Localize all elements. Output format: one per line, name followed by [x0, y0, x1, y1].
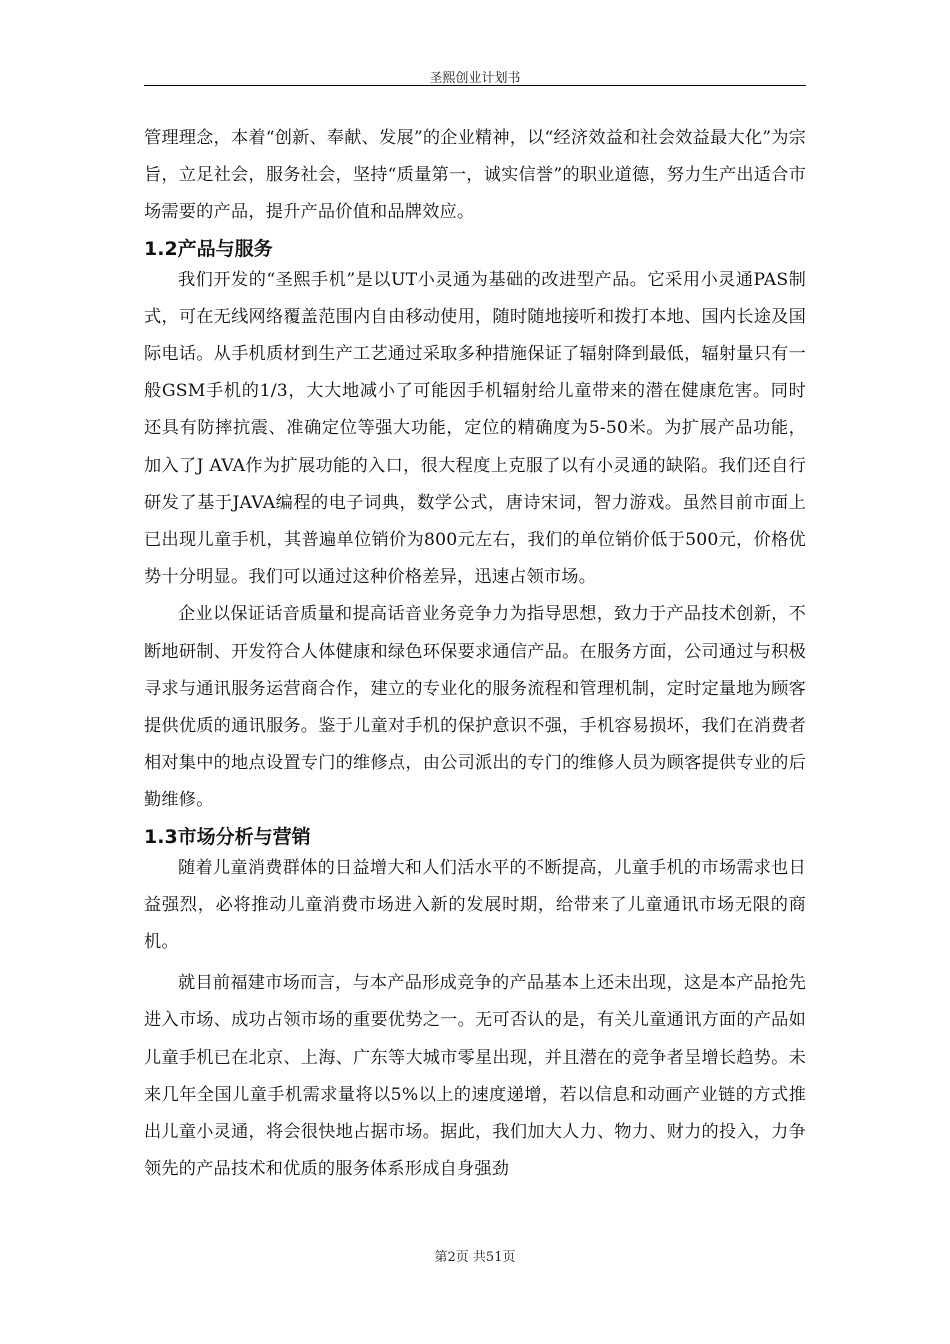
- section-1-2-paragraph-2: 企业以保证话音质量和提高话音业务竞争力为指导思想，致力于产品技术创新，不断地研制、开发符合人体健康和绿色环保要求通信产品。在服务方面，公司通过与积极寻求与通讯服务运营商合作，建立的专业化的服务流程和管理机制，定时定量地为顾客提供优质的通讯服务。鉴于儿童对手机的保护意识不强，手机容易损坏，我们在消费者相对集中的地点设置专门的维修点，由公司派出的专门的维修人员为顾客提供专业的后勤维修。: [144, 604, 806, 811]
- section-heading-1-3: 1.3市场分析与营销: [144, 825, 311, 848]
- page-body: [144, 120, 806, 1188]
- page-header-title: 圣熙创业计划书: [429, 71, 521, 86]
- intro-paragraph: 管理理念，本着“创新、奉献、发展”的企业精神，以“经济效益和社会效益最大化”为宗旨，立足社会，服务社会，坚持“质量第一，诚实信誉”的职业道德，努力生产出适合市场需要的产品，提升产品价值和品牌效应。: [144, 128, 806, 223]
- section-1-3-paragraph-1: 随着儿童消费群体的日益增大和人们活水平的不断提高，儿童手机的市场需求也日益强烈，必将推动儿童消费市场进入新的发展时期，给带来了儿童通讯市场无限的商机。: [144, 857, 806, 953]
- section-heading-1-2: 1.2产品与服务: [144, 237, 273, 260]
- page-footer-number: 第2页 共51页: [434, 1250, 516, 1265]
- section-1-3-paragraph-2: 就目前福建市场而言，与本产品形成竞争的产品基本上还未出现，这是本产品抢先进入市场、成功占领市场的重要优势之一。无可否认的是，有关儿童通讯方面的产品如儿童手机已在北京、上海、广东等大城市零星出现，并且潜在的竞争者呈增长趋势。未来几年全国儿童手机需求量将以5%以上的速度递增，若以信息和动画产业链的方式推出儿童小灵通，将会很快地占据市场。据此，我们加大人力、物力、财力的投入，力争领先的产品技术和优质的服务体系形成自身强劲: [144, 973, 806, 1180]
- section-1-2-paragraph-1: 我们开发的“圣熙手机”是以UT小灵通为基础的改进型产品。它采用小灵通PAS制式，可在无线网络覆盖范围内自由移动使用，随时随地接听和拨打本地、国内长途及国际电话。从手机质材到生产工艺通过采取多种措施保证了辐射降到最低，辐射量只有一般GSM手机的1/3，大大地减小了可能因手机辐射给儿童带来的潜在健康危害。同时还具有防摔抗震、准确定位等强大功能，定位的精确度为5-50米。为扩展产品功能，加入了J AVA作为扩展功能的入口，很大程度上克服了以有小灵通的缺陷。我们还自行研发了基于JAVA编程的电子词典，数学公式，唐诗宋词，智力游戏。虽然目前市面上已出现儿童手机，其普遍单位销价为800元左右，我们的单位销价低于500元，价格优势十分明显。我们可以通过这种价格差异，迅速占领市场。: [144, 269, 806, 588]
- header-divider: [144, 85, 806, 86]
